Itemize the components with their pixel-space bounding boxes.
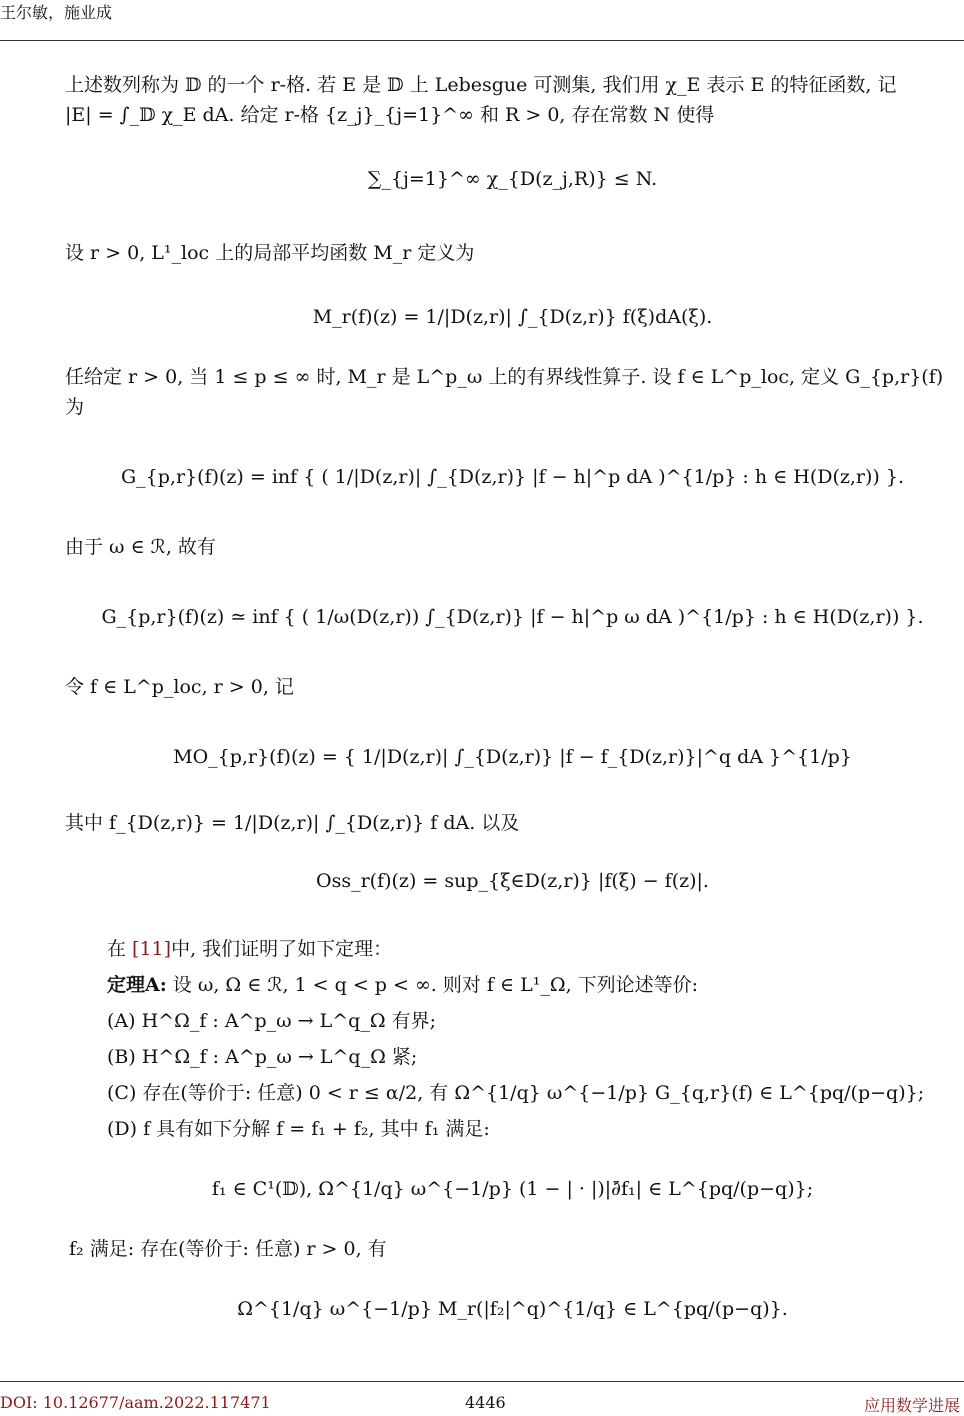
citation-link[interactable]: [11] [132,938,172,960]
paragraph-where-fd: 其中 f_{D(z,r)} = 1/|D(z,r)| ∫_{D(z,r)} f dA. 以及 [65,812,520,834]
paragraph-citation [65,934,960,964]
paragraph-gpr-def: 任给定 r > 0, 当 1 ≤ p ≤ ∞ 时, M_r 是 L^p_ω 上的有界线性算子. 设 f ∈ L^p_loc, 定义 G_{p,r}(f) 为 [65,366,944,418]
citation-post: 中, 我们证明了如下定理： [171,938,393,960]
paragraph-let-f: 令 f ∈ L^p_loc, r > 0, 记 [65,676,294,698]
equation-mr: M_r(f)(z) = 1/|D(z,r)| ∫_{D(z,r)} f(ξ)dA(ξ). [312,306,713,328]
theorem-item-b: (B) H^Ω_f : A^p_ω → L^q_Ω 紧; [107,1046,418,1068]
equation-mo: MO_{p,r}(f)(z) = { 1/|D(z,r)| ∫_{D(z,r)} |f − f_{D(z,r)}|^q dA }^{1/p} [173,746,852,768]
theorem-statement: 设 ω, Ω ∈ ℛ, 1 < q < p < ∞. 则对 f ∈ L¹_Ω, 下列论述等价: [166,974,699,996]
footer-page-number: 4446 [465,1393,506,1412]
equation-f1: f₁ ∈ C¹(𝔻), Ω^{1/q} ω^{−1/p} (1 − | · |)|∂̄f₁| ∈ L^{pq/(p−q)}; [211,1178,814,1200]
equation-oss: Oss_r(f)(z) = sup_{ξ∈D(z,r)} |f(ξ) − f(z)|. [316,870,709,892]
footer-doi-link[interactable]: DOI: 10.12677/aam.2022.117471 [0,1393,271,1412]
page-body [65,70,960,1324]
paragraph-lattice-line2: |E| = ∫_𝔻 χ_E dA. 给定 r-格 {z_j}_{j=1}^∞ 和 R > 0, 存在常数 N 使得 [65,104,715,126]
equation-sum-chi: ∑_{j=1}^∞ χ_{D(z_j,R)} ≤ N. [367,168,658,190]
equation-gpr: G_{p,r}(f)(z) = inf { ( 1/|D(z,r)| ∫_{D(z,r)} |f − h|^p dA )^{1/p} : h ∈ H(D(z,r)) }. [120,466,905,488]
footer-journal-link[interactable]: 应用数学进展 [863,1396,960,1415]
paragraph-omega-r: 由于 ω ∈ ℛ, 故有 [65,536,216,558]
equation-gpr-weighted: G_{p,r}(f)(z) ≃ inf { ( 1/ω(D(z,r)) ∫_{D(z,r)} |f − h|^p ω dA )^{1/p} : h ∈ H(D(z,r)) }. [101,606,924,628]
theorem-item-c: (C) 存在(等价于: 任意) 0 < r ≤ α/2, 有 Ω^{1/q} ω^{−1/p} G_{q,r}(f) ∈ L^{pq/(p−q)}; [107,1082,925,1104]
running-header-authors: 王尔敏，施业成 [0,3,113,22]
theorem-label: 定理A: [107,974,167,996]
header-rule [0,40,964,41]
theorem-a [65,970,960,1000]
theorem-item-d: (D) f 具有如下分解 f = f₁ + f₂, 其中 f₁ 满足: [107,1118,490,1140]
paragraph-f2: f₂ 满足: 存在(等价于: 任意) r > 0, 有 [69,1238,387,1260]
paragraph-local-average: 设 r > 0, L¹_loc 上的局部平均函数 M_r 定义为 [65,242,475,264]
footer-rule [0,1381,964,1382]
equation-f2: Ω^{1/q} ω^{−1/p} M_r(|f₂|^q)^{1/q} ∈ L^{pq/(p−q)}. [237,1298,788,1320]
paragraph-lattice-line1: 上述数列称为 𝔻 的一个 r-格. 若 E 是 𝔻 上 Lebesgue 可测集, 我们用 χ_E 表示 E 的特征函数, 记 [65,74,897,96]
citation-pre: 在 [107,938,133,960]
theorem-item-a: (A) H^Ω_f : A^p_ω → L^q_Ω 有界; [107,1010,437,1032]
